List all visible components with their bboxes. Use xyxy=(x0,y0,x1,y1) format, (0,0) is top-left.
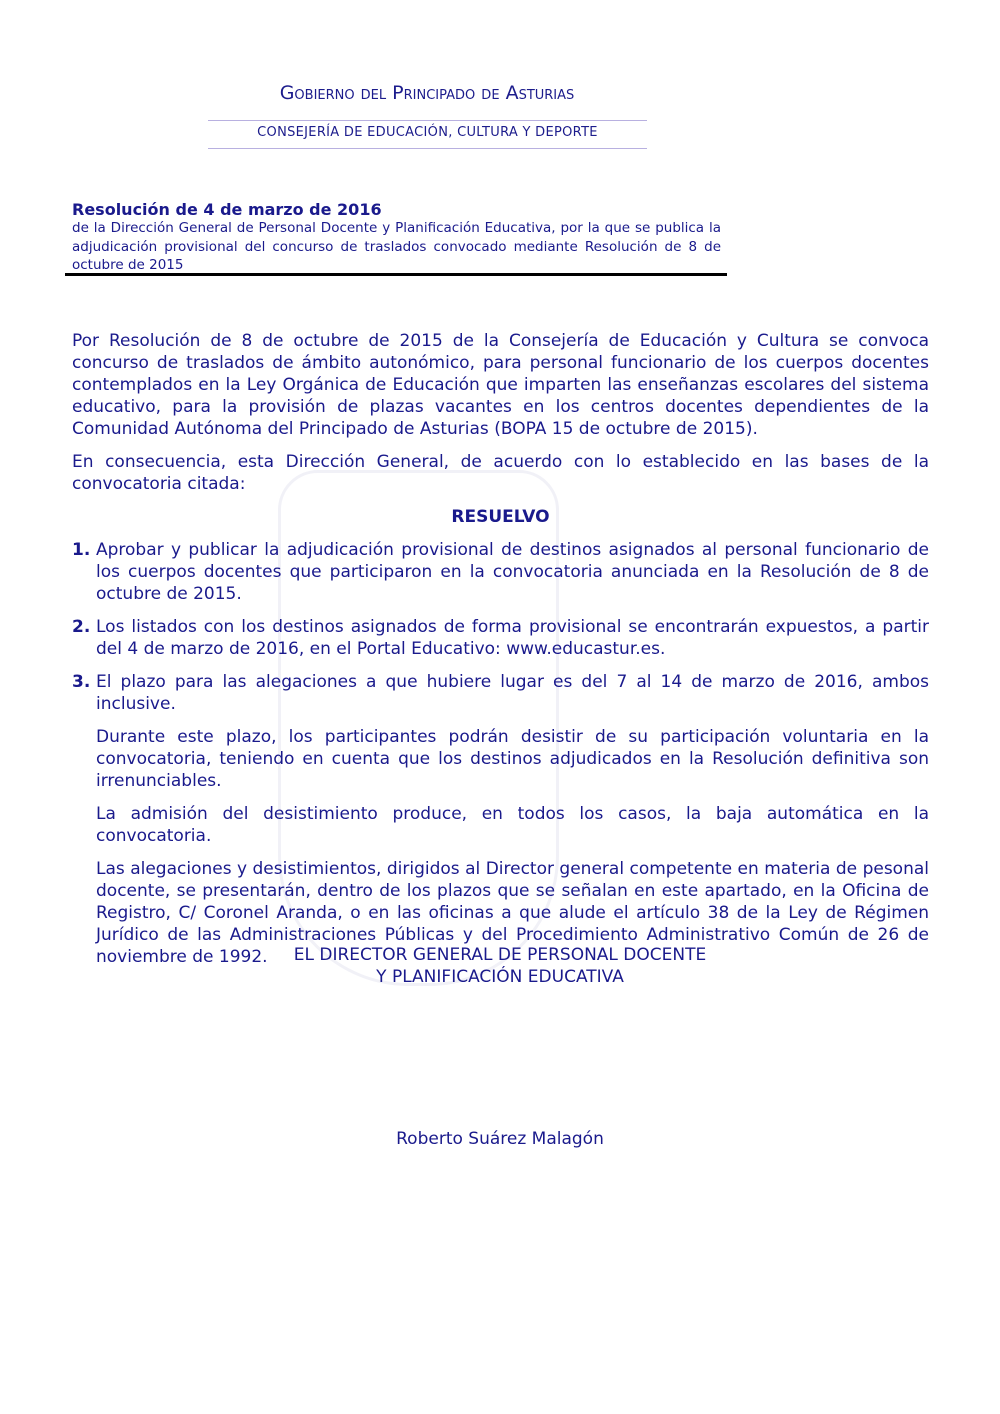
item-text: Los listados con los destinos asignados de forma provisional se encontrarán expuestos, a partir del 4 de marzo de 2016, en el Portal Educativo: www.educastur.es. xyxy=(96,617,929,659)
signatory-name: Roberto Suárez Malagón xyxy=(396,1129,604,1149)
paragraph-2: En consecuencia, esta Dirección General, de acuerdo con lo establecido en las bases de la convocatoria citada: xyxy=(72,452,929,494)
item-number: 3. xyxy=(72,672,91,692)
signatory-line-2: Y PLANIFICACIÓN EDUCATIVA xyxy=(376,967,624,987)
heading-divider xyxy=(65,273,727,276)
signatory-line-1: EL DIRECTOR GENERAL DE PERSONAL DOCENTE xyxy=(293,945,707,965)
header-rule-bottom xyxy=(208,148,647,149)
dept-title: CONSEJERÍA DE EDUCACIÓN, CULTURA Y DEPORTE xyxy=(257,125,598,140)
document-body xyxy=(72,330,929,979)
resolution-subtitle: de la Dirección General de Personal Docente y Planificación Educativa, por la que se publica la adjudicación provisional del concurso de traslados convocado mediante Resolución de 8 de octubre de 2015 xyxy=(72,220,721,273)
list-item xyxy=(72,539,929,605)
item-number: 2. xyxy=(72,617,91,637)
sub-paragraph: Las alegaciones y desistimientos, dirigidos al Director general competente en materia de pesonal docente, se presentarán, dentro de los plazos que se señalan en este apartado, en la Oficina de Registro, C/ Coronel Aranda, o en las oficinas a que alude el artículo 38 de la Ley de Régimen Jurídico de las Administraciones Públicas y del Procedimiento Administrativo Común de 26 de noviembre de 1992. xyxy=(96,859,929,967)
org-title: Gobierno del Principado de Asturias xyxy=(279,82,575,104)
item-number: 1. xyxy=(72,540,91,560)
sub-paragraph: Durante este plazo, los participantes podrán desistir de su participación voluntaria en la convocatoria, teniendo en cuenta que los destinos adjudicados en la Resolución definitiva son irrenunciables. xyxy=(96,727,929,791)
header-rule-top xyxy=(208,120,647,121)
item-text: El plazo para las alegaciones a que hubiere lugar es del 7 al 14 de marzo de 2016, ambos inclusive. xyxy=(96,672,929,714)
resolution-heading xyxy=(72,200,721,275)
signatory-title xyxy=(0,944,1000,988)
sub-paragraph: La admisión del desistimiento produce, en todos los casos, la baja automática en la convocatoria. xyxy=(96,804,929,846)
list-item xyxy=(72,616,929,660)
paragraph-1: Por Resolución de 8 de octubre de 2015 de la Consejería de Educación y Cultura se convoca concurso de traslados de ámbito autonómico, para personal funcionario de los cuerpos docentes contemplados en la Ley Orgánica de Educación que imparten las enseñanzas escolares del sistema educativo, para la provisión de plazas vacantes en los centros docentes dependientes de la Comunidad Autónoma del Principado de Asturias (BOPA 15 de octubre de 2015). xyxy=(72,331,929,439)
list-item xyxy=(72,671,929,715)
resuelvo-heading: RESUELVO xyxy=(451,507,550,527)
resolution-title: Resolución de 4 de marzo de 2016 xyxy=(72,200,382,219)
item-text: Aprobar y publicar la adjudicación provisional de destinos asignados al personal funcionario de los cuerpos docentes que participaron en la convocatoria anunciada en la Resolución de 8 de octubre de 2015. xyxy=(96,540,929,604)
